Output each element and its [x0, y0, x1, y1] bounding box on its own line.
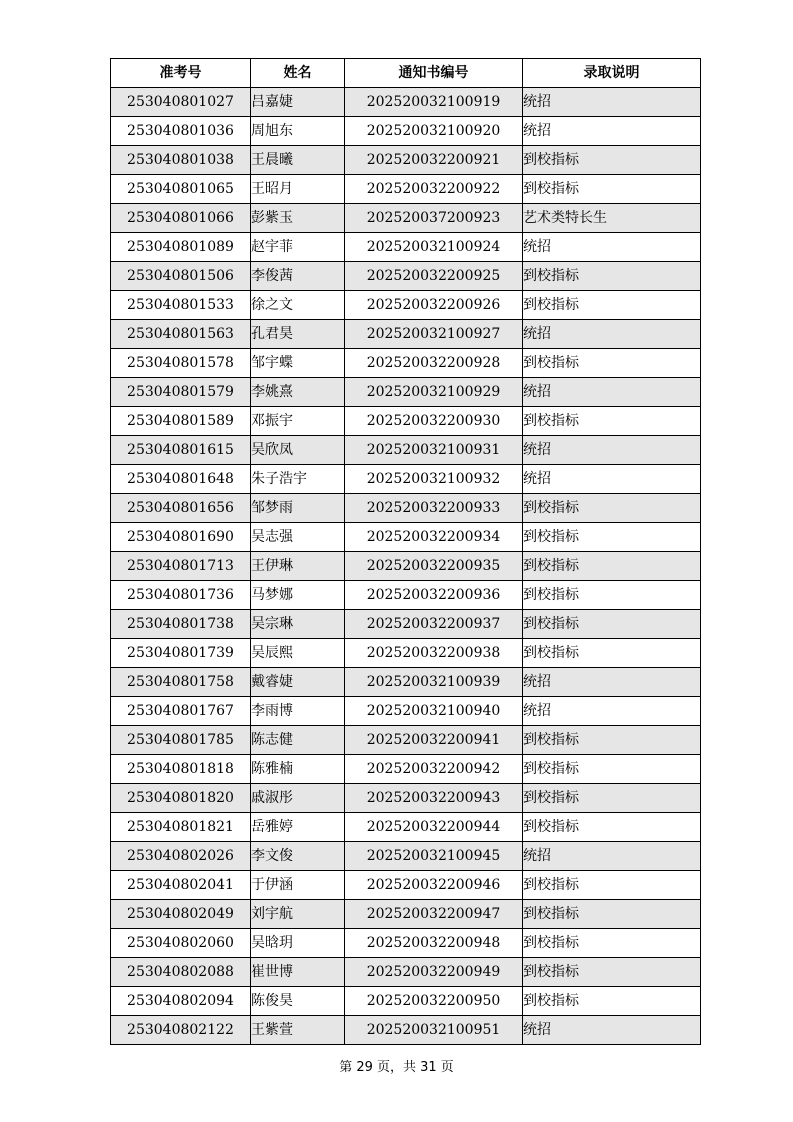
header-exam-number: 准考号 — [111, 59, 251, 88]
exam-number-cell: 253040801648 — [111, 465, 251, 494]
name-cell: 马梦娜 — [251, 581, 345, 610]
admission-note-cell: 到校指标 — [523, 552, 701, 581]
table-row — [111, 552, 701, 581]
table-body — [111, 88, 701, 1045]
table-row — [111, 842, 701, 871]
notice-number-cell: 202520032200926 — [345, 291, 523, 320]
admission-note-cell: 到校指标 — [523, 900, 701, 929]
notice-number-cell: 202520032100920 — [345, 117, 523, 146]
table-row — [111, 117, 701, 146]
exam-number-cell: 253040801785 — [111, 726, 251, 755]
admission-note-cell: 到校指标 — [523, 494, 701, 523]
admission-note-cell: 统招 — [523, 117, 701, 146]
table-row — [111, 175, 701, 204]
exam-number-cell: 253040801767 — [111, 697, 251, 726]
exam-number-cell: 253040801533 — [111, 291, 251, 320]
name-cell: 吴辰熙 — [251, 639, 345, 668]
name-cell: 陈雅楠 — [251, 755, 345, 784]
admission-note-cell: 到校指标 — [523, 639, 701, 668]
exam-number-cell: 253040801579 — [111, 378, 251, 407]
table-row — [111, 697, 701, 726]
admission-note-cell: 统招 — [523, 436, 701, 465]
exam-number-cell: 253040801739 — [111, 639, 251, 668]
admission-note-cell: 到校指标 — [523, 813, 701, 842]
page-footer: 第 29 页，共 31 页 — [339, 1060, 454, 1075]
name-cell: 于伊涵 — [251, 871, 345, 900]
exam-number-cell: 253040801615 — [111, 436, 251, 465]
notice-number-cell: 202520032100924 — [345, 233, 523, 262]
name-cell: 王昭月 — [251, 175, 345, 204]
name-cell: 吴志强 — [251, 523, 345, 552]
admission-note-cell: 到校指标 — [523, 784, 701, 813]
name-cell: 崔世博 — [251, 958, 345, 987]
name-cell: 陈俊昊 — [251, 987, 345, 1016]
table-row — [111, 523, 701, 552]
name-cell: 吕嘉婕 — [251, 88, 345, 117]
exam-number-cell: 253040801738 — [111, 610, 251, 639]
admission-note-cell: 统招 — [523, 233, 701, 262]
admission-note-cell: 到校指标 — [523, 929, 701, 958]
exam-number-cell: 253040801066 — [111, 204, 251, 233]
table-row — [111, 349, 701, 378]
admission-note-cell: 到校指标 — [523, 523, 701, 552]
exam-number-cell: 253040801820 — [111, 784, 251, 813]
exam-number-cell: 253040801038 — [111, 146, 251, 175]
name-cell: 徐之文 — [251, 291, 345, 320]
table-row — [111, 755, 701, 784]
exam-number-cell: 253040802026 — [111, 842, 251, 871]
notice-number-cell: 202520037200923 — [345, 204, 523, 233]
table-row — [111, 1016, 701, 1045]
name-cell: 吴晗玥 — [251, 929, 345, 958]
table-row — [111, 88, 701, 117]
exam-number-cell: 253040801736 — [111, 581, 251, 610]
name-cell: 邹宇蝶 — [251, 349, 345, 378]
admission-note-cell: 到校指标 — [523, 987, 701, 1016]
exam-number-cell: 253040801578 — [111, 349, 251, 378]
name-cell: 邹梦雨 — [251, 494, 345, 523]
name-cell: 邓振宇 — [251, 407, 345, 436]
admission-note-cell: 到校指标 — [523, 958, 701, 987]
admission-note-cell: 统招 — [523, 465, 701, 494]
notice-number-cell: 202520032200922 — [345, 175, 523, 204]
exam-number-cell: 253040801821 — [111, 813, 251, 842]
header-name: 姓名 — [251, 59, 345, 88]
notice-number-cell: 202520032200949 — [345, 958, 523, 987]
admission-note-cell: 统招 — [523, 1016, 701, 1045]
admission-note-cell: 统招 — [523, 842, 701, 871]
name-cell: 王伊琳 — [251, 552, 345, 581]
exam-number-cell: 253040801036 — [111, 117, 251, 146]
header-notice-number: 通知书编号 — [345, 59, 523, 88]
notice-number-cell: 202520032100931 — [345, 436, 523, 465]
table-row — [111, 813, 701, 842]
admission-note-cell: 艺术类特长生 — [523, 204, 701, 233]
table-row — [111, 436, 701, 465]
name-cell: 周旭东 — [251, 117, 345, 146]
admission-note-cell: 到校指标 — [523, 610, 701, 639]
table-row — [111, 900, 701, 929]
admission-note-cell: 到校指标 — [523, 146, 701, 175]
notice-number-cell: 202520032100940 — [345, 697, 523, 726]
exam-number-cell: 253040801563 — [111, 320, 251, 349]
admission-note-cell: 统招 — [523, 378, 701, 407]
exam-number-cell: 253040801589 — [111, 407, 251, 436]
admission-note-cell: 到校指标 — [523, 755, 701, 784]
table-row — [111, 668, 701, 697]
name-cell: 李雨博 — [251, 697, 345, 726]
name-cell: 孔君昊 — [251, 320, 345, 349]
table-row — [111, 987, 701, 1016]
name-cell: 李姚熹 — [251, 378, 345, 407]
exam-number-cell: 253040801758 — [111, 668, 251, 697]
table-row — [111, 465, 701, 494]
notice-number-cell: 202520032200942 — [345, 755, 523, 784]
name-cell: 吴宗琳 — [251, 610, 345, 639]
admission-note-cell: 到校指标 — [523, 726, 701, 755]
notice-number-cell: 202520032200936 — [345, 581, 523, 610]
notice-number-cell: 202520032200933 — [345, 494, 523, 523]
exam-number-cell: 253040802122 — [111, 1016, 251, 1045]
notice-number-cell: 202520032200934 — [345, 523, 523, 552]
notice-number-cell: 202520032200944 — [345, 813, 523, 842]
exam-number-cell: 253040802060 — [111, 929, 251, 958]
notice-number-cell: 202520032100919 — [345, 88, 523, 117]
notice-number-cell: 202520032200950 — [345, 987, 523, 1016]
table-header-row — [111, 59, 701, 88]
table-row — [111, 320, 701, 349]
admission-note-cell: 到校指标 — [523, 349, 701, 378]
table-row — [111, 784, 701, 813]
admission-note-cell: 统招 — [523, 697, 701, 726]
table-row — [111, 494, 701, 523]
table-row — [111, 929, 701, 958]
exam-number-cell: 253040802049 — [111, 900, 251, 929]
notice-number-cell: 202520032200921 — [345, 146, 523, 175]
table-row — [111, 146, 701, 175]
exam-number-cell: 253040801027 — [111, 88, 251, 117]
notice-number-cell: 202520032200925 — [345, 262, 523, 291]
exam-number-cell: 253040802041 — [111, 871, 251, 900]
notice-number-cell: 202520032100951 — [345, 1016, 523, 1045]
notice-number-cell: 202520032100945 — [345, 842, 523, 871]
name-cell: 李俊茜 — [251, 262, 345, 291]
exam-number-cell: 253040801690 — [111, 523, 251, 552]
notice-number-cell: 202520032200928 — [345, 349, 523, 378]
notice-number-cell: 202520032200948 — [345, 929, 523, 958]
table-row — [111, 581, 701, 610]
admission-note-cell: 统招 — [523, 320, 701, 349]
name-cell: 彭紫玉 — [251, 204, 345, 233]
table-row — [111, 291, 701, 320]
admission-note-cell: 到校指标 — [523, 407, 701, 436]
admission-note-cell: 到校指标 — [523, 871, 701, 900]
table-row — [111, 407, 701, 436]
admission-note-cell: 统招 — [523, 668, 701, 697]
notice-number-cell: 202520032200938 — [345, 639, 523, 668]
name-cell: 王紫萱 — [251, 1016, 345, 1045]
name-cell: 吴欣凤 — [251, 436, 345, 465]
name-cell: 岳雅婷 — [251, 813, 345, 842]
admission-note-cell: 到校指标 — [523, 581, 701, 610]
table-row — [111, 378, 701, 407]
table-row — [111, 262, 701, 291]
name-cell: 陈志健 — [251, 726, 345, 755]
admission-note-cell: 统招 — [523, 88, 701, 117]
header-admission-note: 录取说明 — [523, 59, 701, 88]
admission-table — [110, 58, 701, 1045]
table-row — [111, 204, 701, 233]
notice-number-cell: 202520032200935 — [345, 552, 523, 581]
exam-number-cell: 253040802088 — [111, 958, 251, 987]
notice-number-cell: 202520032100932 — [345, 465, 523, 494]
exam-number-cell: 253040802094 — [111, 987, 251, 1016]
notice-number-cell: 202520032200946 — [345, 871, 523, 900]
admission-note-cell: 到校指标 — [523, 175, 701, 204]
name-cell: 戴睿婕 — [251, 668, 345, 697]
admission-note-cell: 到校指标 — [523, 291, 701, 320]
name-cell: 朱子浩宇 — [251, 465, 345, 494]
exam-number-cell: 253040801656 — [111, 494, 251, 523]
table-row — [111, 233, 701, 262]
table-row — [111, 871, 701, 900]
notice-number-cell: 202520032100939 — [345, 668, 523, 697]
name-cell: 李文俊 — [251, 842, 345, 871]
exam-number-cell: 253040801713 — [111, 552, 251, 581]
notice-number-cell: 202520032200943 — [345, 784, 523, 813]
name-cell: 王晨曦 — [251, 146, 345, 175]
table-row — [111, 958, 701, 987]
exam-number-cell: 253040801818 — [111, 755, 251, 784]
name-cell: 刘宇航 — [251, 900, 345, 929]
notice-number-cell: 202520032200930 — [345, 407, 523, 436]
notice-number-cell: 202520032100927 — [345, 320, 523, 349]
table-row — [111, 639, 701, 668]
notice-number-cell: 202520032200947 — [345, 900, 523, 929]
name-cell: 戚淑彤 — [251, 784, 345, 813]
admission-note-cell: 到校指标 — [523, 262, 701, 291]
table-row — [111, 726, 701, 755]
exam-number-cell: 253040801065 — [111, 175, 251, 204]
exam-number-cell: 253040801506 — [111, 262, 251, 291]
table-row — [111, 610, 701, 639]
notice-number-cell: 202520032100929 — [345, 378, 523, 407]
notice-number-cell: 202520032200937 — [345, 610, 523, 639]
exam-number-cell: 253040801089 — [111, 233, 251, 262]
name-cell: 赵宇菲 — [251, 233, 345, 262]
notice-number-cell: 202520032200941 — [345, 726, 523, 755]
